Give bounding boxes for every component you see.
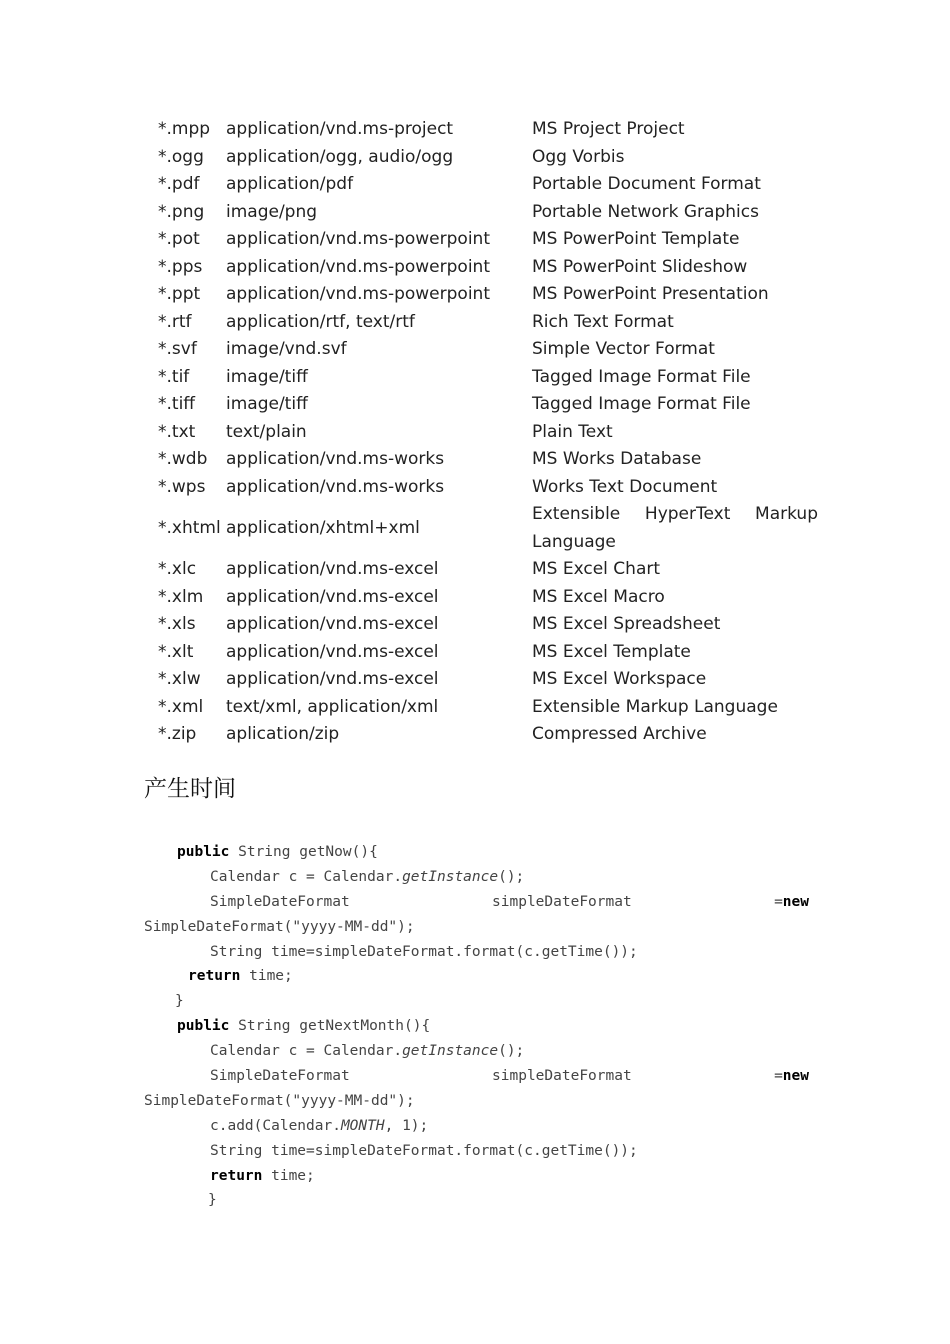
code-text: String time=simpleDateFormat.format(c.getTime()); bbox=[210, 1142, 638, 1159]
code-line bbox=[144, 890, 809, 915]
table-row bbox=[158, 419, 818, 447]
table-row bbox=[158, 639, 818, 667]
mime-type-cell: image/vnd.svf bbox=[226, 339, 347, 359]
description-cell: MS Excel Spreadsheet bbox=[532, 614, 721, 634]
mime-type-table bbox=[158, 116, 818, 749]
extension-cell: *.tif bbox=[158, 366, 190, 387]
code-line bbox=[144, 940, 809, 965]
code-text: = bbox=[774, 1068, 783, 1085]
table-row bbox=[158, 556, 818, 584]
code-text: (); bbox=[498, 1043, 525, 1060]
description-cell: Extensible HyperText Markup Language bbox=[532, 504, 818, 552]
mime-type-cell: application/vnd.ms-project bbox=[226, 119, 454, 139]
code-keyword: new bbox=[782, 1068, 809, 1085]
description-cell: Portable Document Format bbox=[532, 174, 761, 194]
code-text: } bbox=[208, 1192, 217, 1209]
description-cell: Tagged Image Format File bbox=[532, 394, 751, 414]
mime-type-cell: application/ogg, audio/ogg bbox=[226, 146, 454, 167]
extension-cell: *.xlw bbox=[158, 669, 201, 689]
code-method: getInstance bbox=[402, 1043, 499, 1060]
extension-cell: *.ogg bbox=[158, 146, 204, 167]
extension-cell: *.png bbox=[158, 201, 205, 222]
description-cell: Extensible Markup Language bbox=[532, 696, 778, 717]
description-cell: MS Excel Macro bbox=[532, 586, 665, 607]
extension-cell: *.xlm bbox=[158, 586, 204, 607]
table-row bbox=[158, 474, 818, 502]
code-line bbox=[144, 1188, 809, 1213]
code-text-group bbox=[774, 1064, 809, 1089]
description-cell: Compressed Archive bbox=[532, 724, 707, 744]
extension-cell: *.pdf bbox=[158, 174, 200, 194]
mime-type-cell: application/vnd.ms-excel bbox=[226, 586, 439, 607]
extension-cell: *.pot bbox=[158, 229, 200, 249]
code-line bbox=[144, 964, 809, 989]
extension-cell: *.tiff bbox=[158, 394, 196, 414]
mime-type-cell: application/vnd.ms-works bbox=[226, 476, 445, 497]
mime-type-cell: application/vnd.ms-excel bbox=[226, 641, 439, 662]
mime-table-body bbox=[158, 116, 818, 749]
description-cell: MS Excel Template bbox=[532, 641, 691, 662]
code-line bbox=[144, 1014, 809, 1039]
description-cell: Ogg Vorbis bbox=[532, 146, 625, 167]
code-line bbox=[144, 865, 809, 890]
table-row bbox=[158, 666, 818, 694]
table-row bbox=[158, 446, 818, 474]
code-line bbox=[144, 1114, 809, 1139]
extension-cell: *.pps bbox=[158, 256, 203, 277]
code-text: simpleDateFormat bbox=[492, 893, 632, 910]
mime-type-cell: image/tiff bbox=[226, 366, 308, 387]
table-row bbox=[158, 254, 818, 282]
mime-type-cell: application/vnd.ms-excel bbox=[226, 614, 439, 634]
code-method: getInstance bbox=[402, 868, 499, 885]
code-text: String time=simpleDateFormat.format(c.getTime()); bbox=[210, 943, 638, 960]
code-line bbox=[144, 840, 809, 865]
table-row bbox=[158, 391, 818, 419]
code-line bbox=[144, 1139, 809, 1164]
extension-cell: *.xls bbox=[158, 614, 196, 634]
mime-type-cell: application/vnd.ms-powerpoint bbox=[226, 229, 490, 249]
table-row bbox=[158, 364, 818, 392]
table-row bbox=[158, 336, 818, 364]
code-text: Calendar c = Calendar. bbox=[210, 1043, 403, 1060]
table-row bbox=[158, 171, 818, 199]
mime-type-cell: application/xhtml+xml bbox=[226, 517, 420, 538]
extension-cell: *.rtf bbox=[158, 311, 192, 332]
description-cell: Portable Network Graphics bbox=[532, 201, 759, 222]
extension-cell: *.wdb bbox=[158, 449, 208, 469]
code-text: SimpleDateFormat bbox=[210, 893, 350, 910]
table-row bbox=[158, 309, 818, 337]
mime-type-cell: application/vnd.ms-excel bbox=[226, 669, 439, 689]
code-line bbox=[144, 915, 809, 940]
mime-type-cell: image/png bbox=[226, 201, 318, 222]
table-row bbox=[158, 116, 818, 144]
table-row bbox=[158, 501, 818, 556]
description-cell: MS Project Project bbox=[532, 119, 685, 139]
code-text: String getNextMonth(){ bbox=[229, 1018, 431, 1035]
code-text: time; bbox=[240, 968, 293, 985]
code-text: = bbox=[774, 893, 783, 910]
extension-cell: *.xlt bbox=[158, 641, 194, 662]
extension-cell: *.mpp bbox=[158, 119, 211, 139]
code-keyword: return bbox=[188, 968, 241, 985]
description-cell: MS PowerPoint Presentation bbox=[532, 284, 769, 304]
description-cell: Plain Text bbox=[532, 421, 613, 442]
table-row bbox=[158, 721, 818, 749]
code-keyword: public bbox=[177, 844, 230, 860]
code-text: Calendar c = Calendar. bbox=[210, 868, 403, 885]
description-cell: MS Works Database bbox=[532, 449, 702, 469]
mime-type-cell: application/vnd.ms-excel bbox=[226, 559, 439, 579]
description-cell: Simple Vector Format bbox=[532, 339, 715, 359]
code-line bbox=[144, 1039, 809, 1064]
mime-type-cell: text/xml, application/xml bbox=[226, 696, 439, 717]
mime-type-cell: image/tiff bbox=[226, 394, 308, 414]
extension-cell: *.txt bbox=[158, 421, 196, 442]
code-text: time; bbox=[262, 1167, 315, 1184]
mime-type-cell: aplication/zip bbox=[226, 724, 340, 744]
code-keyword: public bbox=[177, 1018, 230, 1035]
code-line bbox=[144, 989, 809, 1014]
code-line bbox=[144, 1064, 809, 1089]
description-cell: MS Excel Chart bbox=[532, 559, 661, 579]
code-text: (); bbox=[498, 868, 525, 885]
extension-cell: *.wps bbox=[158, 476, 206, 497]
extension-cell: *.xlc bbox=[158, 559, 197, 579]
mime-type-cell: application/pdf bbox=[226, 174, 354, 194]
table-row bbox=[158, 694, 818, 722]
code-text: SimpleDateFormat("yyyy-MM-dd"); bbox=[144, 918, 415, 935]
code-keyword: return bbox=[210, 1167, 263, 1184]
extension-cell: *.xhtml bbox=[158, 517, 221, 538]
code-text: String getNow(){ bbox=[229, 844, 378, 860]
table-row bbox=[158, 199, 818, 227]
code-keyword: new bbox=[782, 893, 809, 910]
code-constant: MONTH bbox=[340, 1117, 385, 1134]
code-text: SimpleDateFormat bbox=[210, 1068, 350, 1085]
description-cell: MS PowerPoint Slideshow bbox=[532, 256, 748, 277]
mime-type-cell: application/vnd.ms-powerpoint bbox=[226, 284, 490, 304]
extension-cell: *.ppt bbox=[158, 284, 201, 304]
code-text: c.add(Calendar. bbox=[210, 1117, 341, 1134]
table-row bbox=[158, 584, 818, 612]
extension-cell: *.zip bbox=[158, 724, 197, 744]
table-row bbox=[158, 144, 818, 172]
code-text: SimpleDateFormat("yyyy-MM-dd"); bbox=[144, 1092, 415, 1109]
code-block bbox=[144, 840, 809, 1213]
description-cell: Works Text Document bbox=[532, 476, 718, 497]
code-text: , 1); bbox=[384, 1117, 429, 1134]
mime-type-cell: application/vnd.ms-powerpoint bbox=[226, 256, 490, 277]
extension-cell: *.xml bbox=[158, 696, 204, 717]
mime-type-cell: application/rtf, text/rtf bbox=[226, 311, 415, 332]
code-line bbox=[144, 1089, 809, 1114]
section-heading: 产生时间 bbox=[144, 776, 236, 802]
code-text-group bbox=[774, 890, 809, 915]
table-row bbox=[158, 226, 818, 254]
code-text: } bbox=[175, 993, 184, 1010]
description-cell: Tagged Image Format File bbox=[532, 366, 751, 387]
code-text: simpleDateFormat bbox=[492, 1068, 632, 1085]
table-row bbox=[158, 611, 818, 639]
description-cell: MS PowerPoint Template bbox=[532, 229, 740, 249]
description-cell: MS Excel Workspace bbox=[532, 669, 707, 689]
table-row bbox=[158, 281, 818, 309]
code-line bbox=[144, 1164, 809, 1189]
extension-cell: *.svf bbox=[158, 339, 197, 359]
mime-type-cell: text/plain bbox=[226, 421, 307, 442]
mime-type-cell: application/vnd.ms-works bbox=[226, 449, 445, 469]
description-cell: Rich Text Format bbox=[532, 311, 674, 332]
